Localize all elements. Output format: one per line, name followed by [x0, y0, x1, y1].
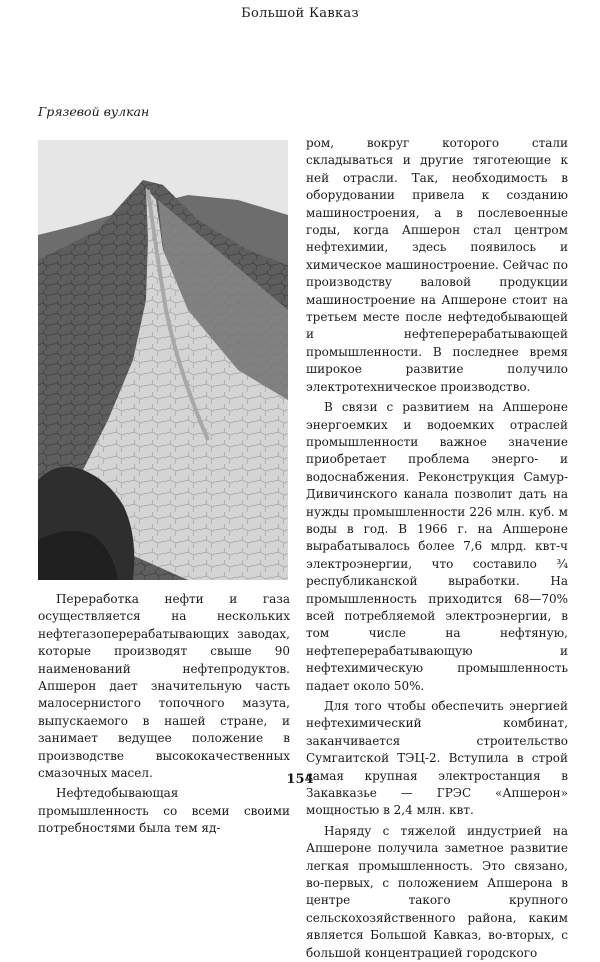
right-text-column	[306, 135, 568, 962]
paragraph: Нефтедобывающая промышленность со всеми своими потребностями была тем яд-	[38, 786, 290, 836]
paragraph: Наряду с тяжелой индустрией на Апшероне получила заметное развитие легкая промышленность. Это связано, во-первых, с положением Апшерона в центре такого крупного сельскохозяйственного района, каким является Большой Кавказ, во-вторых, с большой концентрацией городского	[306, 823, 568, 960]
page-number: 154	[286, 772, 314, 787]
figure-caption: Грязевой вулкан	[38, 104, 150, 119]
paragraph: Для того чтобы обеспечить энергией нефтехимический комбинат, заканчивается строительство Сумгаитской ТЭЦ-2. Вступила в строй самая крупная электростанция в Закавказье — ГРЭС «Апшерон» мощностью в 2,4 млн. квт.	[306, 699, 568, 818]
paragraph: ром, вокруг которого стали складываться и другие тяготеющие к ней отрасли. Так, необходимость в оборудовании привела к созданию машиностроения, а в послевоенные годы, когда Апшерон стал центром нефтехимии, здесь появилось и химическое машиностроение. Сейчас по производству валовой продукции машиностроение на Апшероне стоит на третьем месте после нефтедобывающей и нефтеперерабатывающей промышленности. В последнее время широкое развитие получило электротехническое производство.	[306, 136, 568, 394]
mud-volcano-illustration	[38, 140, 288, 580]
mud-volcano-photo	[38, 140, 288, 580]
paragraph: Переработка нефти и газа осуществляется на нескольких нефтегазоперерабатывающих заводах, которые производят свыше 90 наименований нефтепродуктов. Апшерон дает значительную часть малосернистого топочного мазута, выпускаемого в нашей стране, и занимает ведущее положение в производстве высококачественных смазочных масел.	[38, 592, 290, 781]
running-header: Большой Кавказ	[241, 6, 359, 21]
paragraph: В связи с развитием на Апшероне энергоемких и водоемких отраслей промышленности важное значение приобретает проблема энерго- и водоснабжения. Реконструкция Самур-Дивичинского канала позволит дать на нужды промышленности 226 млн. куб. м воды в год. В 1966 г. на Апшероне вырабатывалось более 7,6 млрд. квт-ч электроэнергии, что составило ¾ республиканской выработки. На промышленность приходится 68—70% всей потребляемой электроэнергии, в том числе на нефтяную, нефтеперерабатывающую и нефтехимическую промышленность падает около 50%.	[306, 400, 568, 693]
